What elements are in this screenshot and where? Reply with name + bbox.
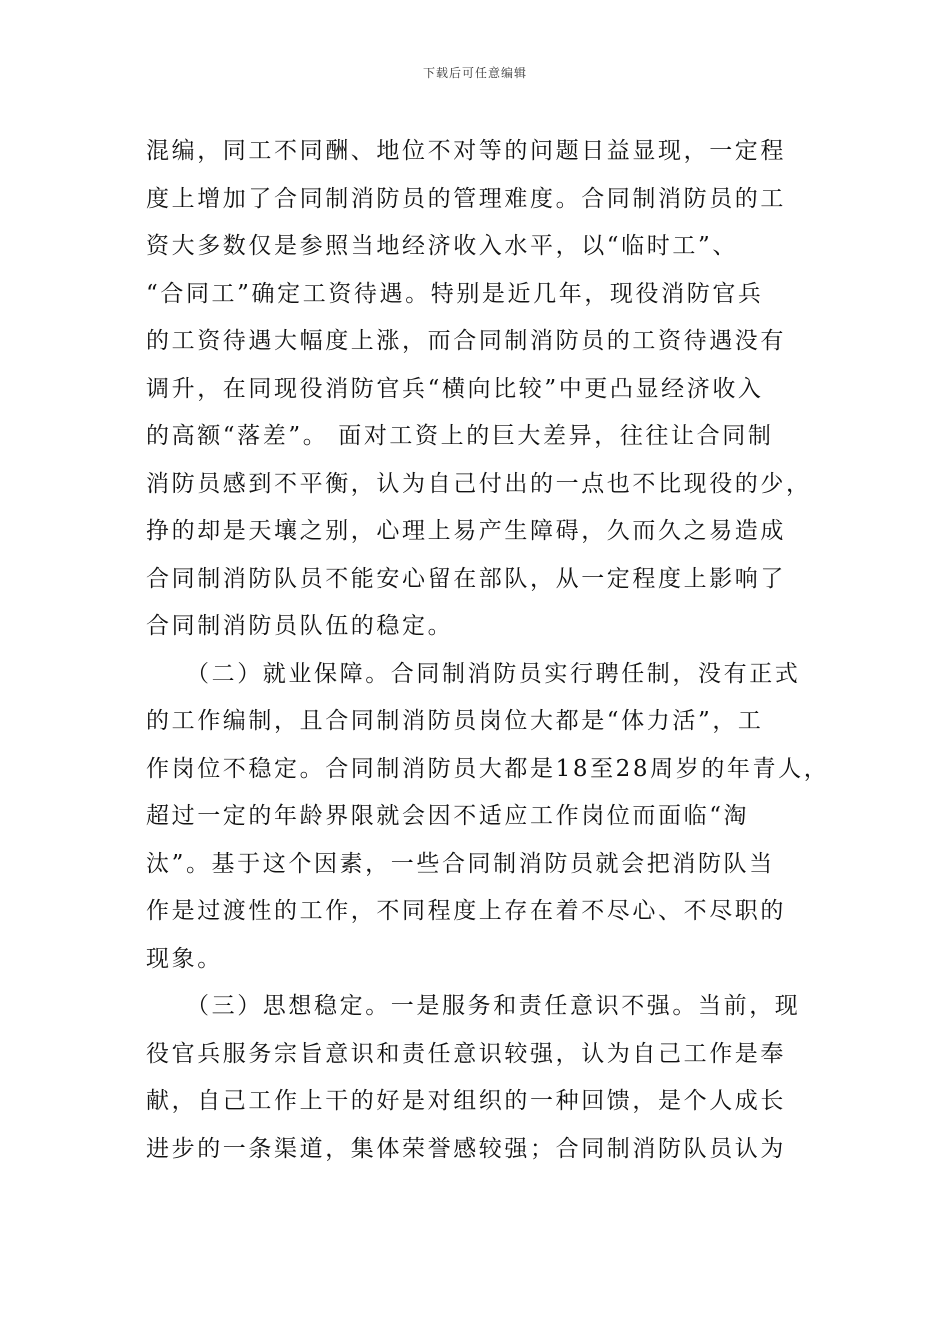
- text-line: （三）思想稳定。一是服务和责任意识不强。当前，现: [186, 993, 801, 1019]
- text-line: 的工作编制，且合同制消防员岗位大都是“体力活”，工: [146, 708, 764, 734]
- page-header: 下载后可任意编辑: [422, 66, 527, 80]
- text-line: “合同工”确定工资待遇。特别是近几年，现役消防官兵: [146, 280, 764, 307]
- text-line: 现象。: [146, 945, 223, 972]
- text-line: 超过一定的年龄界限就会因不适应工作岗位而面临“淘: [146, 803, 750, 829]
- text-line: 进步的一条渠道，集体荣誉感较强；合同制消防队员认为: [146, 1135, 786, 1162]
- text-line: 合同制消防员队伍的稳定。: [146, 613, 454, 639]
- text-line: 消防员感到不平衡，认为自己付出的一点也不比现役的少，: [146, 470, 812, 497]
- text-line: 的高额“落差”。 面对工资上的巨大差异，往往让合同制: [146, 423, 774, 449]
- text-line: 合同制消防队员不能安心留在部队，从一定程度上影响了: [146, 565, 786, 592]
- text-line: 役官兵服务宗旨意识和责任意识较强，认为自己工作是奉: [146, 1040, 786, 1067]
- text-line: 作岗位不稳定。合同制消防员大都是18至28周岁的年青人，: [146, 755, 830, 782]
- text-line: 度上增加了合同制消防员的管理难度。合同制消防员的工: [146, 185, 786, 212]
- text-line: 挣的却是天壤之别，心理上易产生障碍，久而久之易造成: [146, 518, 786, 544]
- text-line: 调升，在同现役消防官兵“横向比较”中更凸显经济收入: [146, 375, 764, 402]
- text-line: 作是过渡性的工作，不同程度上存在着不尽心、不尽职的: [146, 898, 786, 924]
- text-line: 资大多数仅是参照当地经济收入水平，以“临时工”、: [146, 233, 738, 259]
- text-line: 混编，同工不同酬、地位不对等的问题日益显现，一定程: [146, 138, 786, 164]
- text-line: 汰”。基于这个因素，一些合同制消防员就会把消防队当: [146, 850, 775, 877]
- text-line: 的工资待遇大幅度上涨，而合同制消防员的工资待遇没有: [146, 328, 786, 354]
- text-line: （二）就业保障。合同制消防员实行聘任制，没有正式: [186, 660, 801, 687]
- text-line: 献，自己工作上干的好是对组织的一种回馈，是个人成长: [146, 1088, 786, 1114]
- document-body: [146, 128, 830, 1173]
